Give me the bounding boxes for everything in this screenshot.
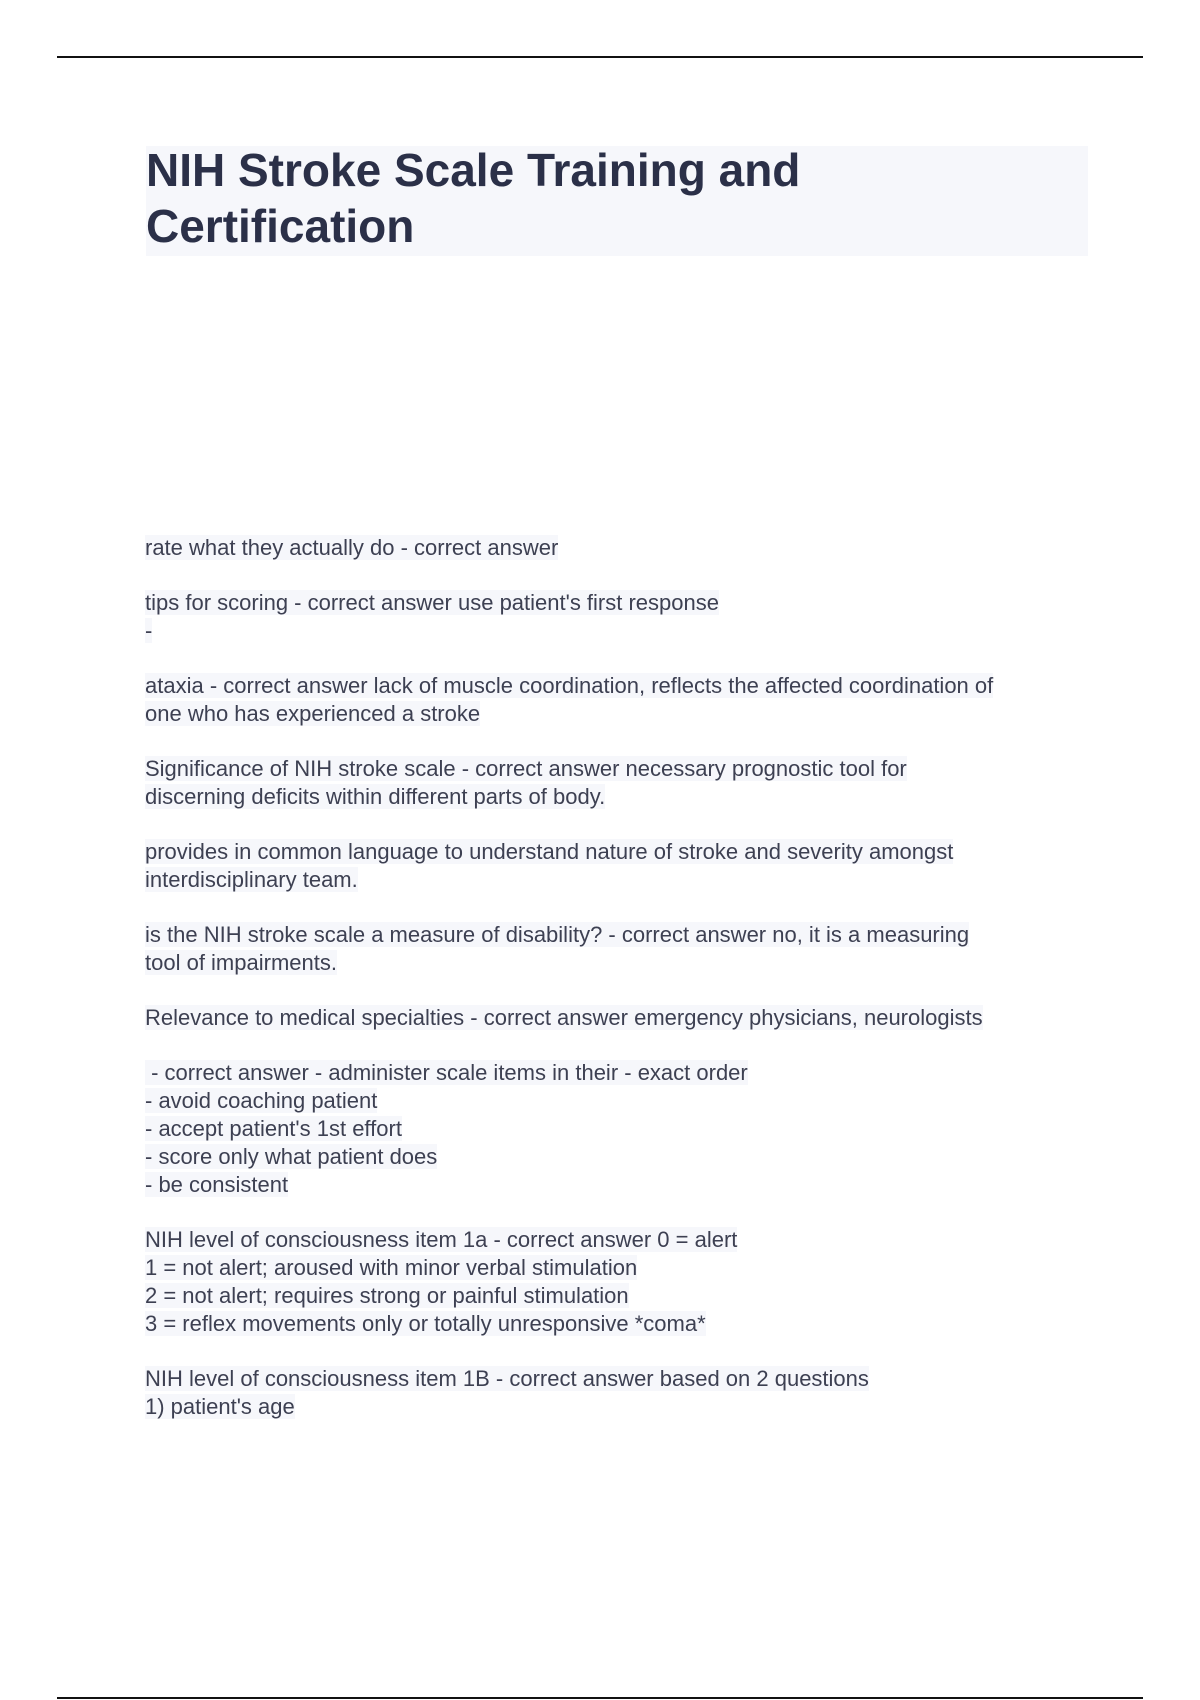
title-line: NIH Stroke Scale Training and <box>146 144 801 196</box>
flashcard-entry <box>145 1226 1095 1338</box>
entry-line: 1) patient's age <box>145 1394 295 1419</box>
entry-line: ataxia - correct answer lack of muscle coordination, reflects the affected coordination of <box>145 673 994 698</box>
entry-line: NIH level of consciousness item 1B - correct answer based on 2 questions <box>145 1366 869 1391</box>
entry-line: Relevance to medical specialties - correct answer emergency physicians, neurologists <box>145 1005 983 1030</box>
entry-line: 2 = not alert; requires strong or painful stimulation <box>145 1283 629 1308</box>
flashcard-entry <box>145 921 1095 977</box>
entry-line: Significance of NIH stroke scale - correct answer necessary prognostic tool for <box>145 756 907 781</box>
entry-line: discerning deficits within different parts of body. <box>145 784 606 809</box>
entry-line: tips for scoring - correct answer use patient's first response <box>145 590 719 615</box>
entry-line: NIH level of consciousness item 1a - correct answer 0 = alert <box>145 1227 738 1252</box>
entry-line: - <box>145 618 153 643</box>
entry-line: rate what they actually do - correct answer <box>145 535 559 560</box>
flashcard-entry <box>145 534 1095 562</box>
flashcard-entry <box>145 672 1095 728</box>
entry-line: is the NIH stroke scale a measure of disability? - correct answer no, it is a measuring <box>145 922 970 947</box>
flashcard-entry <box>145 589 1095 645</box>
entry-line: - score only what patient does <box>145 1144 438 1169</box>
flashcard-list <box>145 534 1095 1448</box>
entry-line: interdisciplinary team. <box>145 867 358 892</box>
entry-line: - accept patient's 1st effort <box>145 1116 402 1141</box>
entry-line: - avoid coaching patient <box>145 1088 378 1113</box>
bottom-divider <box>57 1697 1143 1699</box>
entry-line: tool of impairments. <box>145 950 337 975</box>
document-title <box>146 142 1046 254</box>
entry-line: one who has experienced a stroke <box>145 701 481 726</box>
title-line: Certification <box>146 200 415 252</box>
flashcard-entry <box>145 838 1095 894</box>
entry-line: - be consistent <box>145 1172 289 1197</box>
entry-line: - correct answer - administer scale items in their - exact order <box>145 1060 748 1085</box>
flashcard-entry <box>145 1365 1095 1421</box>
flashcard-entry <box>145 755 1095 811</box>
entry-line: 3 = reflex movements only or totally unresponsive *coma* <box>145 1311 706 1336</box>
entry-line: provides in common language to understand nature of stroke and severity amongst <box>145 839 954 864</box>
flashcard-entry <box>145 1059 1095 1199</box>
flashcard-entry <box>145 1004 1095 1032</box>
entry-line: 1 = not alert; aroused with minor verbal stimulation <box>145 1255 638 1280</box>
top-divider <box>57 56 1143 58</box>
